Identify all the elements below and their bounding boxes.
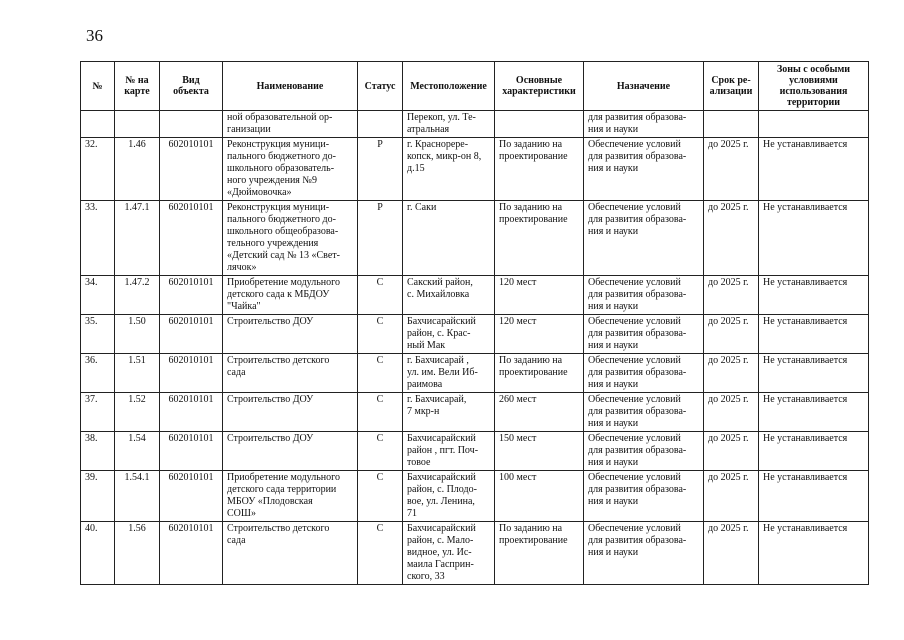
table-row <box>81 138 869 201</box>
header-term: Срок ре- ализации <box>704 62 759 111</box>
row-status: С <box>358 393 403 432</box>
row-map-number: 1.51 <box>115 354 160 393</box>
row-object-type: 602010101 <box>160 201 223 276</box>
row-object-type: 602010101 <box>160 276 223 315</box>
row-term: до 2025 г. <box>704 432 759 471</box>
row-name: Реконструкция муници- пального бюджетного до- школьного общеобразова- тельного учреждения «Детский сад № 13 «Свет- лячок» <box>223 201 358 276</box>
row-number: 39. <box>81 471 115 522</box>
row-zones <box>759 111 869 138</box>
row-name: Строительство ДОУ <box>223 315 358 354</box>
row-status: С <box>358 276 403 315</box>
row-status: С <box>358 471 403 522</box>
row-location: г. Бахчисарай, 7 мкр-н <box>403 393 495 432</box>
row-status: С <box>358 522 403 585</box>
row-object-type: 602010101 <box>160 138 223 201</box>
row-status: С <box>358 432 403 471</box>
row-characteristics: 100 мест <box>495 471 584 522</box>
row-characteristics: 150 мест <box>495 432 584 471</box>
row-name: ной образовательной ор- ганизации <box>223 111 358 138</box>
row-map-number: 1.47.1 <box>115 201 160 276</box>
row-term <box>704 111 759 138</box>
header-purpose: Назначение <box>584 62 704 111</box>
row-map-number: 1.56 <box>115 522 160 585</box>
row-purpose: Обеспечение условий для развития образова- ния и науки <box>584 471 704 522</box>
row-object-type <box>160 111 223 138</box>
row-location: Бахчисарайский район , пгт. Поч- товое <box>403 432 495 471</box>
table-row <box>81 432 869 471</box>
row-zones: Не устанавливается <box>759 138 869 201</box>
header-map-number: № на карте <box>115 62 160 111</box>
row-purpose: для развития образова- ния и науки <box>584 111 704 138</box>
row-status <box>358 111 403 138</box>
header-status: Статус <box>358 62 403 111</box>
row-characteristics: 120 мест <box>495 276 584 315</box>
row-object-type: 602010101 <box>160 522 223 585</box>
table-header-row <box>81 62 869 111</box>
row-location: Бахчисарайский район, с. Плодо- вое, ул. Ленина, 71 <box>403 471 495 522</box>
page-number: 36 <box>86 26 103 45</box>
row-purpose: Обеспечение условий для развития образова- ния и науки <box>584 276 704 315</box>
row-map-number: 1.54.1 <box>115 471 160 522</box>
row-term: до 2025 г. <box>704 522 759 585</box>
header-number: № <box>81 62 115 111</box>
row-zones: Не устанавливается <box>759 471 869 522</box>
row-purpose: Обеспечение условий для развития образова- ния и науки <box>584 393 704 432</box>
row-location: Бахчисарайский район, с. Крас- ный Мак <box>403 315 495 354</box>
row-zones: Не устанавливается <box>759 522 869 585</box>
row-status: С <box>358 315 403 354</box>
row-purpose: Обеспечение условий для развития образова- ния и науки <box>584 522 704 585</box>
row-location: г. Красноpере- копск, микр-он 8, д.15 <box>403 138 495 201</box>
row-name: Строительство детского сада <box>223 354 358 393</box>
header-zones: Зоны с особыми условиями использования территории <box>759 62 869 111</box>
row-object-type: 602010101 <box>160 354 223 393</box>
header-name: Наименование <box>223 62 358 111</box>
row-number: 36. <box>81 354 115 393</box>
row-purpose: Обеспечение условий для развития образова- ния и науки <box>584 201 704 276</box>
row-object-type: 602010101 <box>160 315 223 354</box>
row-map-number: 1.46 <box>115 138 160 201</box>
row-number: 37. <box>81 393 115 432</box>
objects-table <box>80 61 869 585</box>
row-purpose: Обеспечение условий для развития образова- ния и науки <box>584 138 704 201</box>
row-number: 40. <box>81 522 115 585</box>
row-term: до 2025 г. <box>704 354 759 393</box>
row-name: Приобретение модульного детского сада к МБДОУ "Чайка" <box>223 276 358 315</box>
row-name: Строительство детского сада <box>223 522 358 585</box>
row-number: 32. <box>81 138 115 201</box>
row-zones: Не устанавливается <box>759 354 869 393</box>
row-location: г. Бахчисарай , ул. им. Вели Иб- раимова <box>403 354 495 393</box>
row-number: 34. <box>81 276 115 315</box>
header-characteristics: Основные характеристики <box>495 62 584 111</box>
row-map-number: 1.47.2 <box>115 276 160 315</box>
row-characteristics: 260 мест <box>495 393 584 432</box>
row-term: до 2025 г. <box>704 315 759 354</box>
row-location: Бахчисарайский район, с. Мало- видное, ул. Ис- маила Гасприн- ского, 33 <box>403 522 495 585</box>
row-status: Р <box>358 138 403 201</box>
row-zones: Не устанавливается <box>759 393 869 432</box>
table-row <box>81 315 869 354</box>
row-term: до 2025 г. <box>704 471 759 522</box>
row-purpose: Обеспечение условий для развития образова- ния и науки <box>584 354 704 393</box>
row-characteristics: По заданию на проектирование <box>495 201 584 276</box>
row-status: С <box>358 354 403 393</box>
row-name: Реконструкция муници- пального бюджетного до- школьного образователь- ного учреждения №9 «Дюймовочка» <box>223 138 358 201</box>
row-purpose: Обеспечение условий для развития образова- ния и науки <box>584 432 704 471</box>
row-number: 35. <box>81 315 115 354</box>
row-characteristics: По заданию на проектирование <box>495 354 584 393</box>
row-zones: Не устанавливается <box>759 432 869 471</box>
row-zones: Не устанавливается <box>759 276 869 315</box>
table-row <box>81 111 869 138</box>
row-object-type: 602010101 <box>160 471 223 522</box>
row-map-number <box>115 111 160 138</box>
row-term: до 2025 г. <box>704 276 759 315</box>
row-status: Р <box>358 201 403 276</box>
row-name: Приобретение модульного детского сада территории МБОУ «Плодовская СОШ» <box>223 471 358 522</box>
row-characteristics <box>495 111 584 138</box>
header-object-type: Вид объекта <box>160 62 223 111</box>
row-purpose: Обеспечение условий для развития образова- ния и науки <box>584 315 704 354</box>
row-characteristics: По заданию на проектирование <box>495 522 584 585</box>
row-term: до 2025 г. <box>704 138 759 201</box>
row-characteristics: 120 мест <box>495 315 584 354</box>
row-map-number: 1.50 <box>115 315 160 354</box>
row-map-number: 1.54 <box>115 432 160 471</box>
row-name: Строительство ДОУ <box>223 393 358 432</box>
row-object-type: 602010101 <box>160 393 223 432</box>
table-row <box>81 471 869 522</box>
row-characteristics: По заданию на проектирование <box>495 138 584 201</box>
table-row <box>81 201 869 276</box>
row-object-type: 602010101 <box>160 432 223 471</box>
table-row <box>81 522 869 585</box>
row-map-number: 1.52 <box>115 393 160 432</box>
row-number: 38. <box>81 432 115 471</box>
row-name: Строительство ДОУ <box>223 432 358 471</box>
row-location: г. Саки <box>403 201 495 276</box>
row-term: до 2025 г. <box>704 201 759 276</box>
row-location: Перекоп, ул. Те- атральная <box>403 111 495 138</box>
header-location: Местоположение <box>403 62 495 111</box>
row-zones: Не устанавливается <box>759 201 869 276</box>
row-term: до 2025 г. <box>704 393 759 432</box>
row-number <box>81 111 115 138</box>
table-row <box>81 354 869 393</box>
row-location: Сакский район, с. Михайловка <box>403 276 495 315</box>
table-row <box>81 276 869 315</box>
row-number: 33. <box>81 201 115 276</box>
row-zones: Не устанавливается <box>759 315 869 354</box>
table-body <box>81 111 869 585</box>
table-row <box>81 393 869 432</box>
